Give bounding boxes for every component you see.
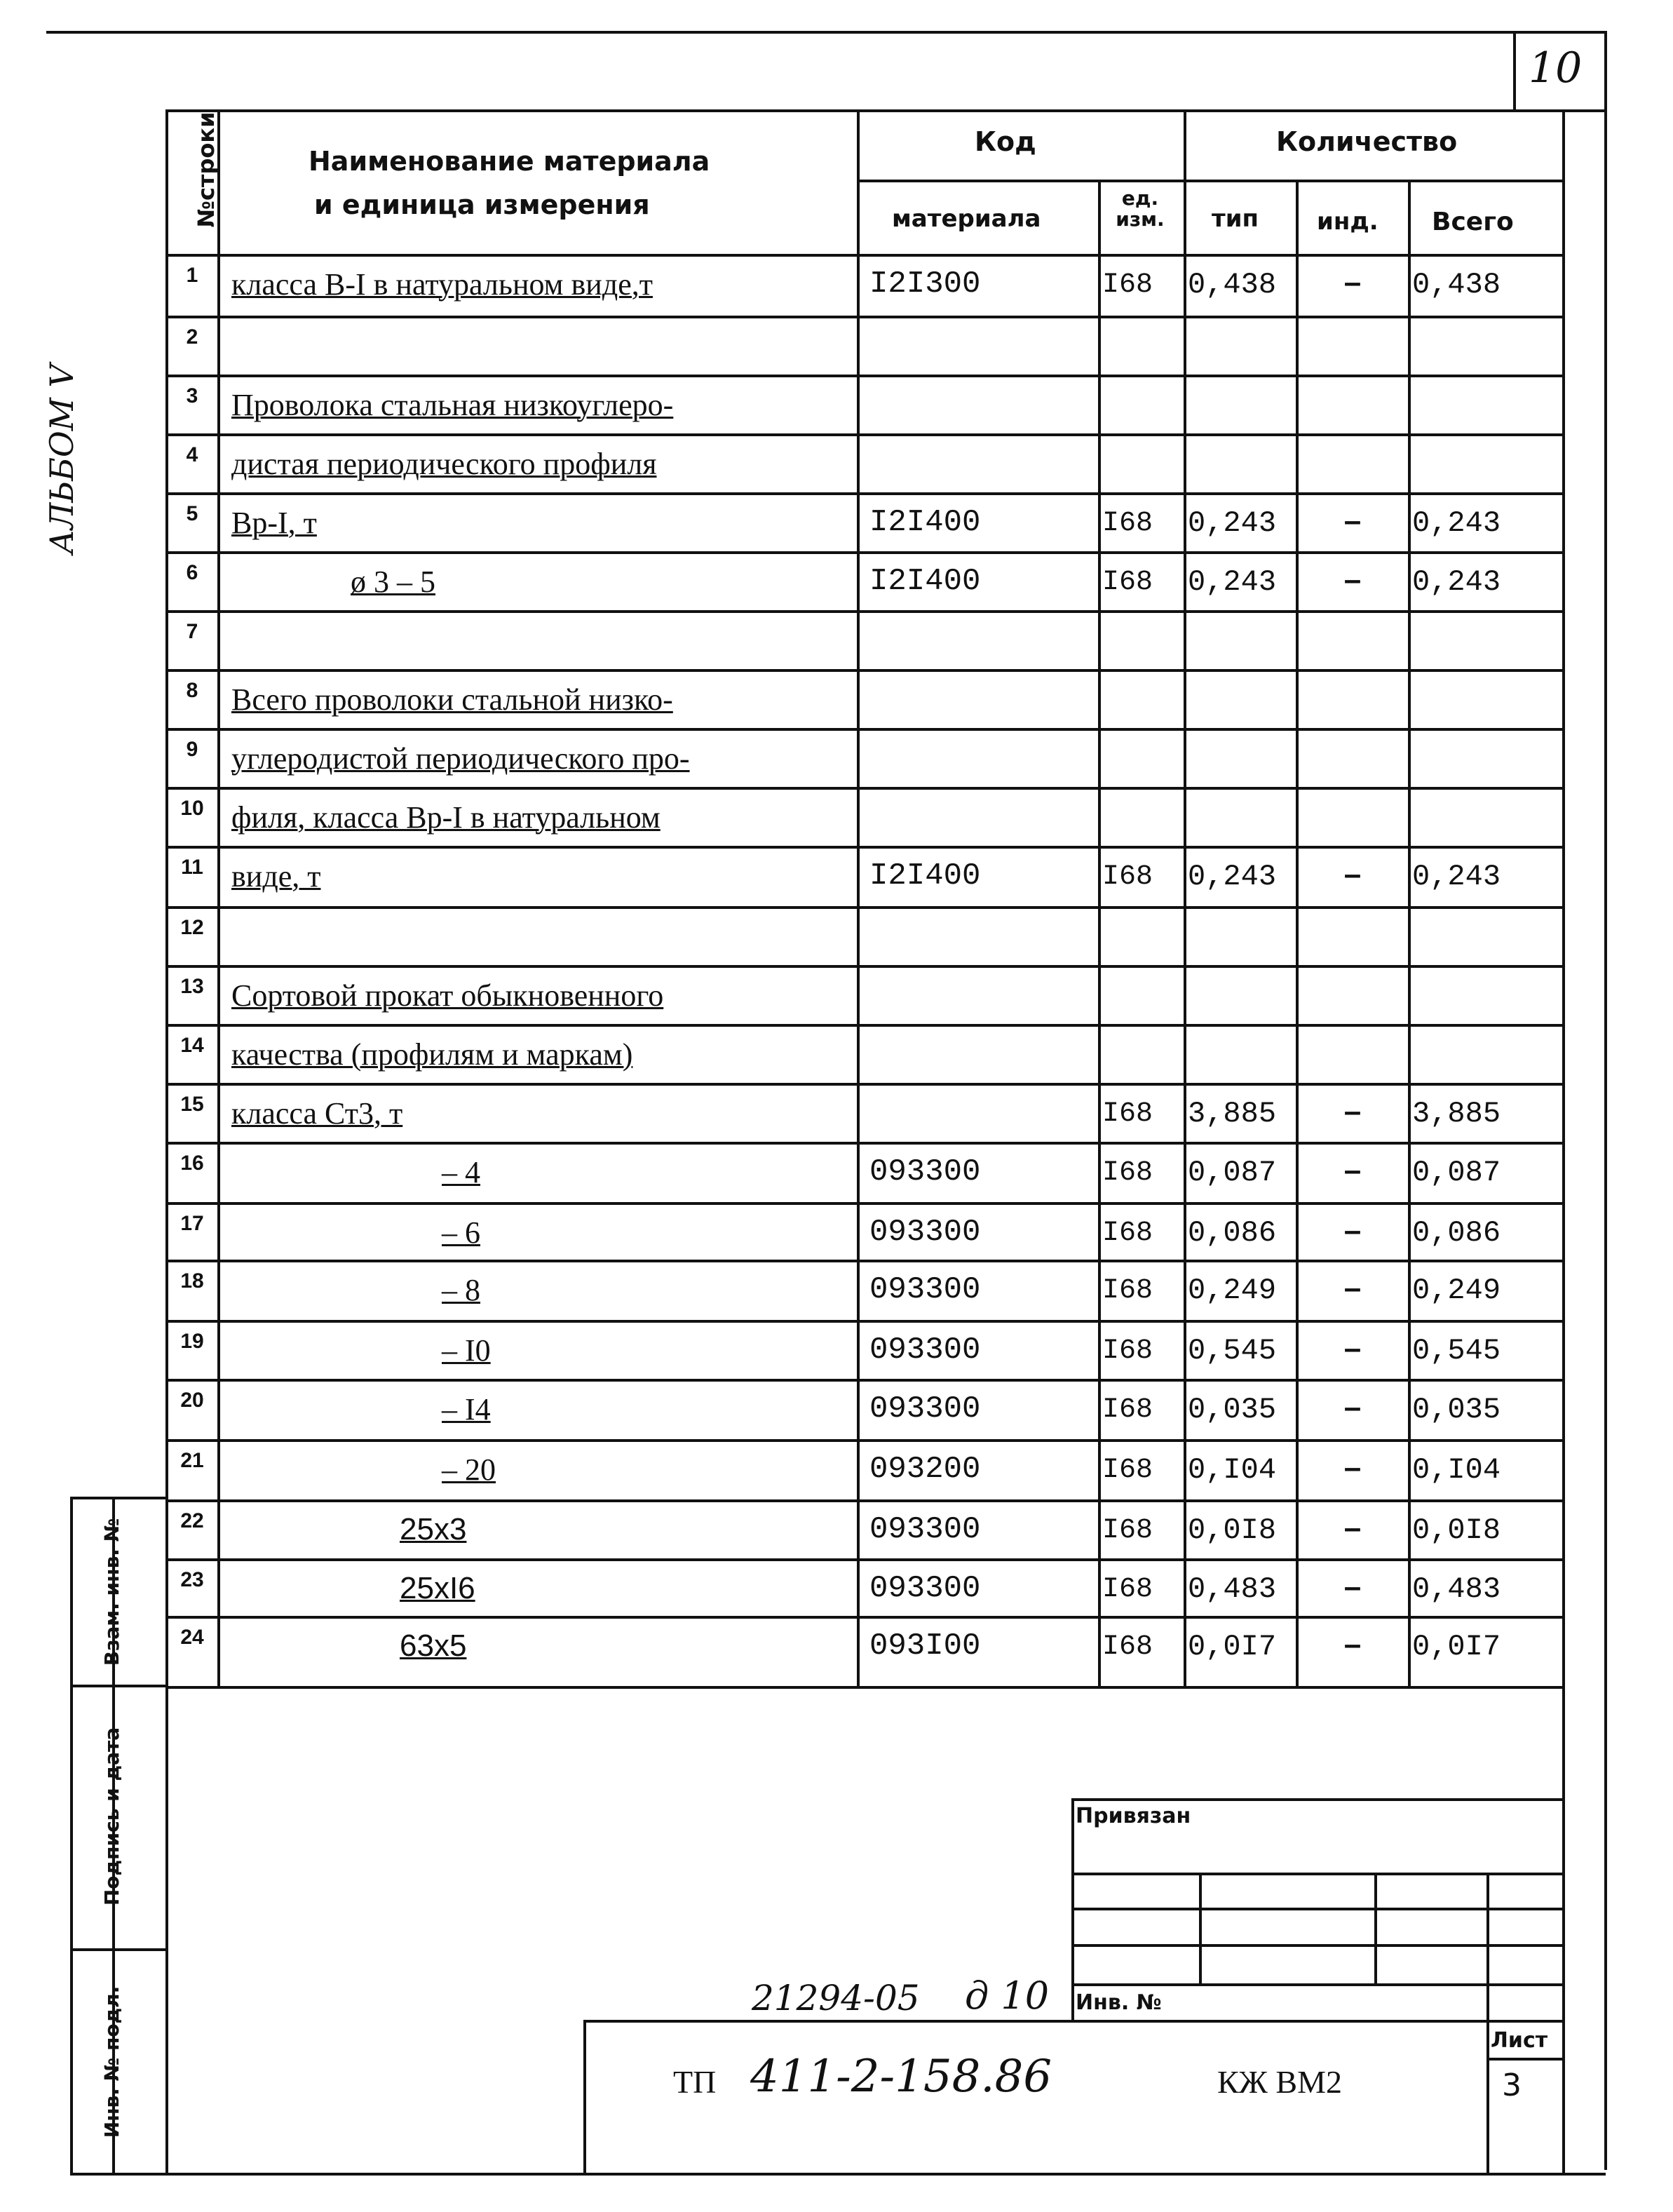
header-row-number: №строки <box>193 112 219 228</box>
row-divider <box>165 906 1562 909</box>
cell-n: 2 <box>186 325 198 349</box>
cell-n: 14 <box>180 1034 204 1057</box>
side-label-inv-podl: Инв. № подл. <box>100 1985 123 2138</box>
cell-total: 0,243 <box>1412 565 1501 599</box>
stamp-handwritten-sheet: д 10 <box>965 1974 1050 2018</box>
cell-n: 12 <box>180 916 204 939</box>
cell-n: 20 <box>180 1389 204 1412</box>
cell-type: 0,243 <box>1188 506 1277 540</box>
cell-n: 16 <box>180 1152 204 1175</box>
row-divider <box>165 1686 1562 1689</box>
row-divider <box>165 1142 1562 1145</box>
cell-n: 21 <box>180 1449 204 1472</box>
row-divider <box>165 1320 1562 1323</box>
stamp-tp-label: ТП <box>673 2064 717 2100</box>
cell-unit: I68 <box>1102 269 1153 301</box>
stamp-tp-number: 411-2-158.86 <box>750 2051 1052 2103</box>
cell-code: I2I300 <box>869 267 981 302</box>
cell-n: 11 <box>181 856 203 879</box>
stamp-col-1 <box>1199 1873 1202 1983</box>
stamp-sheet-number: 3 <box>1502 2068 1522 2103</box>
header-sub-line <box>857 180 1562 182</box>
cell-code: 093I00 <box>869 1628 981 1664</box>
cell-ind: – <box>1343 265 1362 299</box>
cell-ind: – <box>1343 857 1362 891</box>
header-bottom-line <box>165 254 1562 257</box>
cell-name: 25xI6 <box>400 1571 475 1605</box>
col-line-name <box>857 109 860 1686</box>
cell-unit: I68 <box>1102 1515 1153 1546</box>
stamp-sheet-label: Лист <box>1491 2028 1548 2053</box>
row-divider <box>165 492 1562 495</box>
cell-total: 0,438 <box>1412 268 1501 302</box>
cell-name: – 6 <box>442 1215 480 1250</box>
cell-ind: – <box>1343 1390 1362 1424</box>
album-label: АЛЬБОМ V <box>43 364 81 554</box>
row-divider <box>165 1024 1562 1027</box>
row-divider <box>165 846 1562 849</box>
cell-unit: I68 <box>1102 1455 1153 1486</box>
header-total: Всего <box>1432 208 1514 236</box>
cell-type: 0,438 <box>1188 268 1277 302</box>
stamp-col-3 <box>1486 1873 1489 2174</box>
cell-n: 13 <box>180 975 204 998</box>
cell-code: 093300 <box>869 1571 981 1606</box>
cell-code: 093300 <box>869 1333 981 1368</box>
cell-n: 18 <box>180 1269 204 1293</box>
row-divider <box>165 1202 1562 1205</box>
cell-type: 0,249 <box>1188 1274 1277 1307</box>
cell-code: 093300 <box>869 1154 981 1189</box>
row-divider <box>165 551 1562 554</box>
cell-total: 0,0I7 <box>1412 1630 1501 1664</box>
cell-ind: – <box>1343 1570 1362 1604</box>
row-divider <box>165 787 1562 790</box>
header-quantity: Количество <box>1276 126 1458 157</box>
cell-name: – 4 <box>442 1155 480 1189</box>
cell-n: 6 <box>186 561 198 584</box>
cell-total: 0,545 <box>1412 1334 1501 1368</box>
cell-unit: I68 <box>1102 1574 1153 1605</box>
cell-unit: I68 <box>1102 1631 1153 1663</box>
cell-total: 0,035 <box>1412 1393 1501 1427</box>
page-number: 10 <box>1529 43 1583 93</box>
cell-unit: I68 <box>1102 1394 1153 1426</box>
side-label-podpis: Подпись и дата <box>100 1727 123 1906</box>
header-unit: ед. изм. <box>1116 187 1165 231</box>
header-name-line2: и единица измерения <box>314 189 650 220</box>
cell-type: 0,086 <box>1188 1216 1277 1250</box>
cell-total: 0,086 <box>1412 1216 1501 1250</box>
cell-name: – I4 <box>442 1392 491 1427</box>
cell-ind: – <box>1343 504 1362 538</box>
cell-type: 0,545 <box>1188 1334 1277 1368</box>
cell-n: 23 <box>180 1568 204 1591</box>
cell-type: 0,I04 <box>1188 1453 1277 1487</box>
side-box-left <box>70 1497 73 2174</box>
cell-n: 9 <box>186 738 198 761</box>
cell-code: 093300 <box>869 1272 981 1307</box>
cell-ind: – <box>1343 1153 1362 1187</box>
cell-n: 17 <box>180 1212 204 1235</box>
cell-name: Сортовой прокат обыкновенного <box>231 978 664 1013</box>
cell-code: I2I400 <box>869 858 981 893</box>
page-number-box-left <box>1513 31 1516 109</box>
cell-name: 63x5 <box>400 1628 467 1663</box>
row-divider <box>165 1379 1562 1382</box>
cell-code: 093200 <box>869 1452 981 1487</box>
cell-unit: I68 <box>1102 1218 1153 1249</box>
cell-name: – 20 <box>442 1452 496 1487</box>
cell-n: 8 <box>186 679 198 702</box>
cell-type: 0,243 <box>1188 860 1277 893</box>
cell-name: Всего проволоки стальной низко- <box>231 682 673 717</box>
header-ind: инд. <box>1317 208 1379 236</box>
cell-unit: I68 <box>1102 1335 1153 1367</box>
col-line-unit <box>1184 109 1186 1686</box>
cell-n: 15 <box>180 1093 204 1116</box>
cell-code: 093300 <box>869 1391 981 1427</box>
stamp-main-left <box>583 2020 586 2174</box>
cell-name: класса Ст3, т <box>231 1096 403 1131</box>
cell-total: 0,249 <box>1412 1274 1501 1307</box>
cell-name: Проволока стальная низкоуглеро- <box>231 388 674 422</box>
stamp-inv-no: Инв. № <box>1076 1990 1162 2015</box>
cell-n: 22 <box>180 1509 204 1532</box>
cell-ind: – <box>1343 1331 1362 1365</box>
row-divider <box>165 965 1562 968</box>
cell-ind: – <box>1343 1271 1362 1305</box>
cell-n: 24 <box>180 1626 204 1649</box>
cell-type: 0,483 <box>1188 1572 1277 1606</box>
frame-bottom-line <box>70 2173 1606 2176</box>
side-box-div1 <box>70 1685 165 1687</box>
cell-name: ø 3 – 5 <box>351 565 435 599</box>
cell-unit: I68 <box>1102 567 1153 598</box>
side-box-div2 <box>70 1948 165 1951</box>
table-top-line <box>165 109 1604 112</box>
cell-unit: I68 <box>1102 861 1153 893</box>
cell-n: 19 <box>180 1330 204 1353</box>
stamp-privyazan: Привязан <box>1076 1804 1191 1828</box>
cell-name: 25x3 <box>400 1512 467 1546</box>
cell-n: 5 <box>186 502 198 525</box>
row-divider <box>165 433 1562 436</box>
row-divider <box>165 610 1562 613</box>
cell-total: 0,243 <box>1412 860 1501 893</box>
row-divider <box>165 1499 1562 1502</box>
header-type: тип <box>1212 205 1259 233</box>
cell-code: I2I400 <box>869 564 981 599</box>
cell-name: Bp-I, т <box>231 506 317 540</box>
row-divider <box>165 375 1562 377</box>
cell-name: – I0 <box>442 1333 491 1368</box>
cell-total: 0,087 <box>1412 1156 1501 1189</box>
col-line-rownum <box>217 109 220 1686</box>
cell-total: 3,885 <box>1412 1097 1501 1131</box>
cell-ind: – <box>1343 1213 1362 1248</box>
cell-unit: I68 <box>1102 1098 1153 1130</box>
cell-total: 0,I04 <box>1412 1453 1501 1487</box>
side-label-vzam: Взам. инв. № <box>100 1518 123 1666</box>
stamp-handwritten-ref: 21294-05 <box>752 1978 920 2018</box>
cell-type: 3,885 <box>1188 1097 1277 1131</box>
cell-name: класса B-I в натуральном виде,т <box>231 267 653 302</box>
cell-type: 0,0I8 <box>1188 1513 1277 1547</box>
frame-right-edge <box>1604 31 1607 2170</box>
cell-name: дистая периодического профиля <box>231 447 657 481</box>
row-divider <box>165 1083 1562 1086</box>
header-code: Код <box>975 126 1036 157</box>
cell-ind: – <box>1343 1627 1362 1661</box>
top-rule <box>46 31 1606 34</box>
cell-code: 093300 <box>869 1512 981 1547</box>
cell-type: 0,0I7 <box>1188 1630 1277 1664</box>
row-divider <box>165 1558 1562 1561</box>
row-divider <box>165 728 1562 731</box>
row-divider <box>165 1260 1562 1262</box>
side-box-top <box>70 1497 165 1499</box>
cell-ind: – <box>1343 1450 1362 1485</box>
cell-type: 0,035 <box>1188 1393 1277 1427</box>
row-divider <box>165 669 1562 672</box>
cell-total: 0,243 <box>1412 506 1501 540</box>
cell-total: 0,483 <box>1412 1572 1501 1606</box>
cell-n: 1 <box>186 264 198 287</box>
col-line-ind <box>1408 180 1411 1686</box>
cell-name: виде, т <box>231 859 321 893</box>
stamp-main-top <box>583 2020 1562 2023</box>
stamp-sheet-div <box>1486 2058 1562 2061</box>
cell-unit: I68 <box>1102 1157 1153 1189</box>
cell-n: 3 <box>186 384 198 407</box>
cell-unit: I68 <box>1102 508 1153 539</box>
stamp-top <box>1071 1798 1562 1801</box>
cell-name: качества (профилям и маркам) <box>231 1037 633 1072</box>
cell-type: 0,087 <box>1188 1156 1277 1189</box>
cell-ind: – <box>1343 1094 1362 1128</box>
cell-type: 0,243 <box>1188 565 1277 599</box>
col-line-type <box>1296 180 1299 1686</box>
stamp-code: КЖ ВМ2 <box>1217 2064 1342 2100</box>
row-divider <box>165 1616 1562 1619</box>
cell-n: 10 <box>180 797 204 820</box>
cell-total: 0,0I8 <box>1412 1513 1501 1547</box>
cell-code: I2I400 <box>869 505 981 540</box>
cell-ind: – <box>1343 562 1362 597</box>
frame-inner-right <box>1562 109 1565 2176</box>
row-divider <box>165 1439 1562 1442</box>
cell-name: углеродистой периодического про- <box>231 741 690 776</box>
header-name-line1: Наименование материала <box>309 146 710 177</box>
stamp-col-2 <box>1374 1873 1377 1983</box>
cell-name: – 8 <box>442 1273 480 1307</box>
cell-unit: I68 <box>1102 1275 1153 1307</box>
cell-ind: – <box>1343 1511 1362 1545</box>
col-line-code <box>1098 180 1101 1686</box>
cell-n: 7 <box>186 620 198 643</box>
cell-name: филя, класса Bp-I в натуральном <box>231 800 661 835</box>
header-material: материала <box>892 205 1041 233</box>
cell-code: 093300 <box>869 1215 981 1250</box>
cell-n: 4 <box>186 443 198 466</box>
row-divider <box>165 316 1562 318</box>
